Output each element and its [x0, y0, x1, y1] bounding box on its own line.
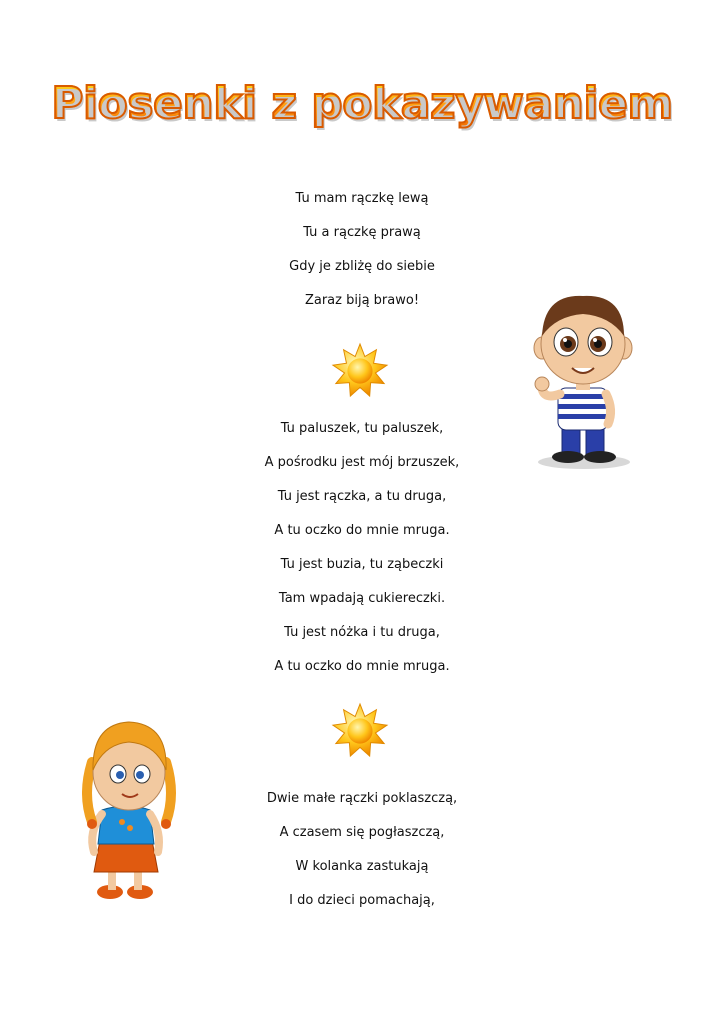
boy-illustration	[528, 288, 638, 474]
verse-line: I do dzieci pomachają,	[289, 893, 435, 908]
verse-line: A czasem się pogłaszczą,	[279, 825, 445, 840]
verse-line: A pośrodku jest mój brzuszek,	[264, 455, 460, 470]
verse-line: Tu jest buzia, tu ząbeczki	[280, 557, 444, 572]
verse-line: Gdy je zbliżę do siebie	[289, 259, 435, 274]
sun-icon	[331, 342, 389, 400]
verse-line: Tu jest rączka, a tu druga,	[277, 489, 447, 504]
verse-line: A tu oczko do mnie mruga.	[274, 523, 450, 538]
sun-icon	[331, 702, 389, 760]
page-title: Piosenki z pokazywaniem	[51, 78, 673, 129]
verse-line: Tu jest nóżka i tu druga,	[284, 625, 440, 640]
title-container	[0, 78, 724, 129]
girl-illustration	[82, 714, 182, 904]
verse-line: Dwie małe rączki poklaszczą,	[266, 791, 458, 806]
verse-line: A tu oczko do mnie mruga.	[274, 659, 450, 674]
verse-line: Tam wpadają cukiereczki.	[278, 591, 446, 606]
verse-line: Zaraz biją brawo!	[304, 293, 420, 308]
verse-line: W kolanka zastukają	[295, 859, 429, 874]
verse-line: Tu a rączkę prawą	[303, 225, 421, 240]
verse-line: Tu paluszek, tu paluszek,	[280, 421, 444, 436]
verse-line: Tu mam rączkę lewą	[295, 191, 429, 206]
